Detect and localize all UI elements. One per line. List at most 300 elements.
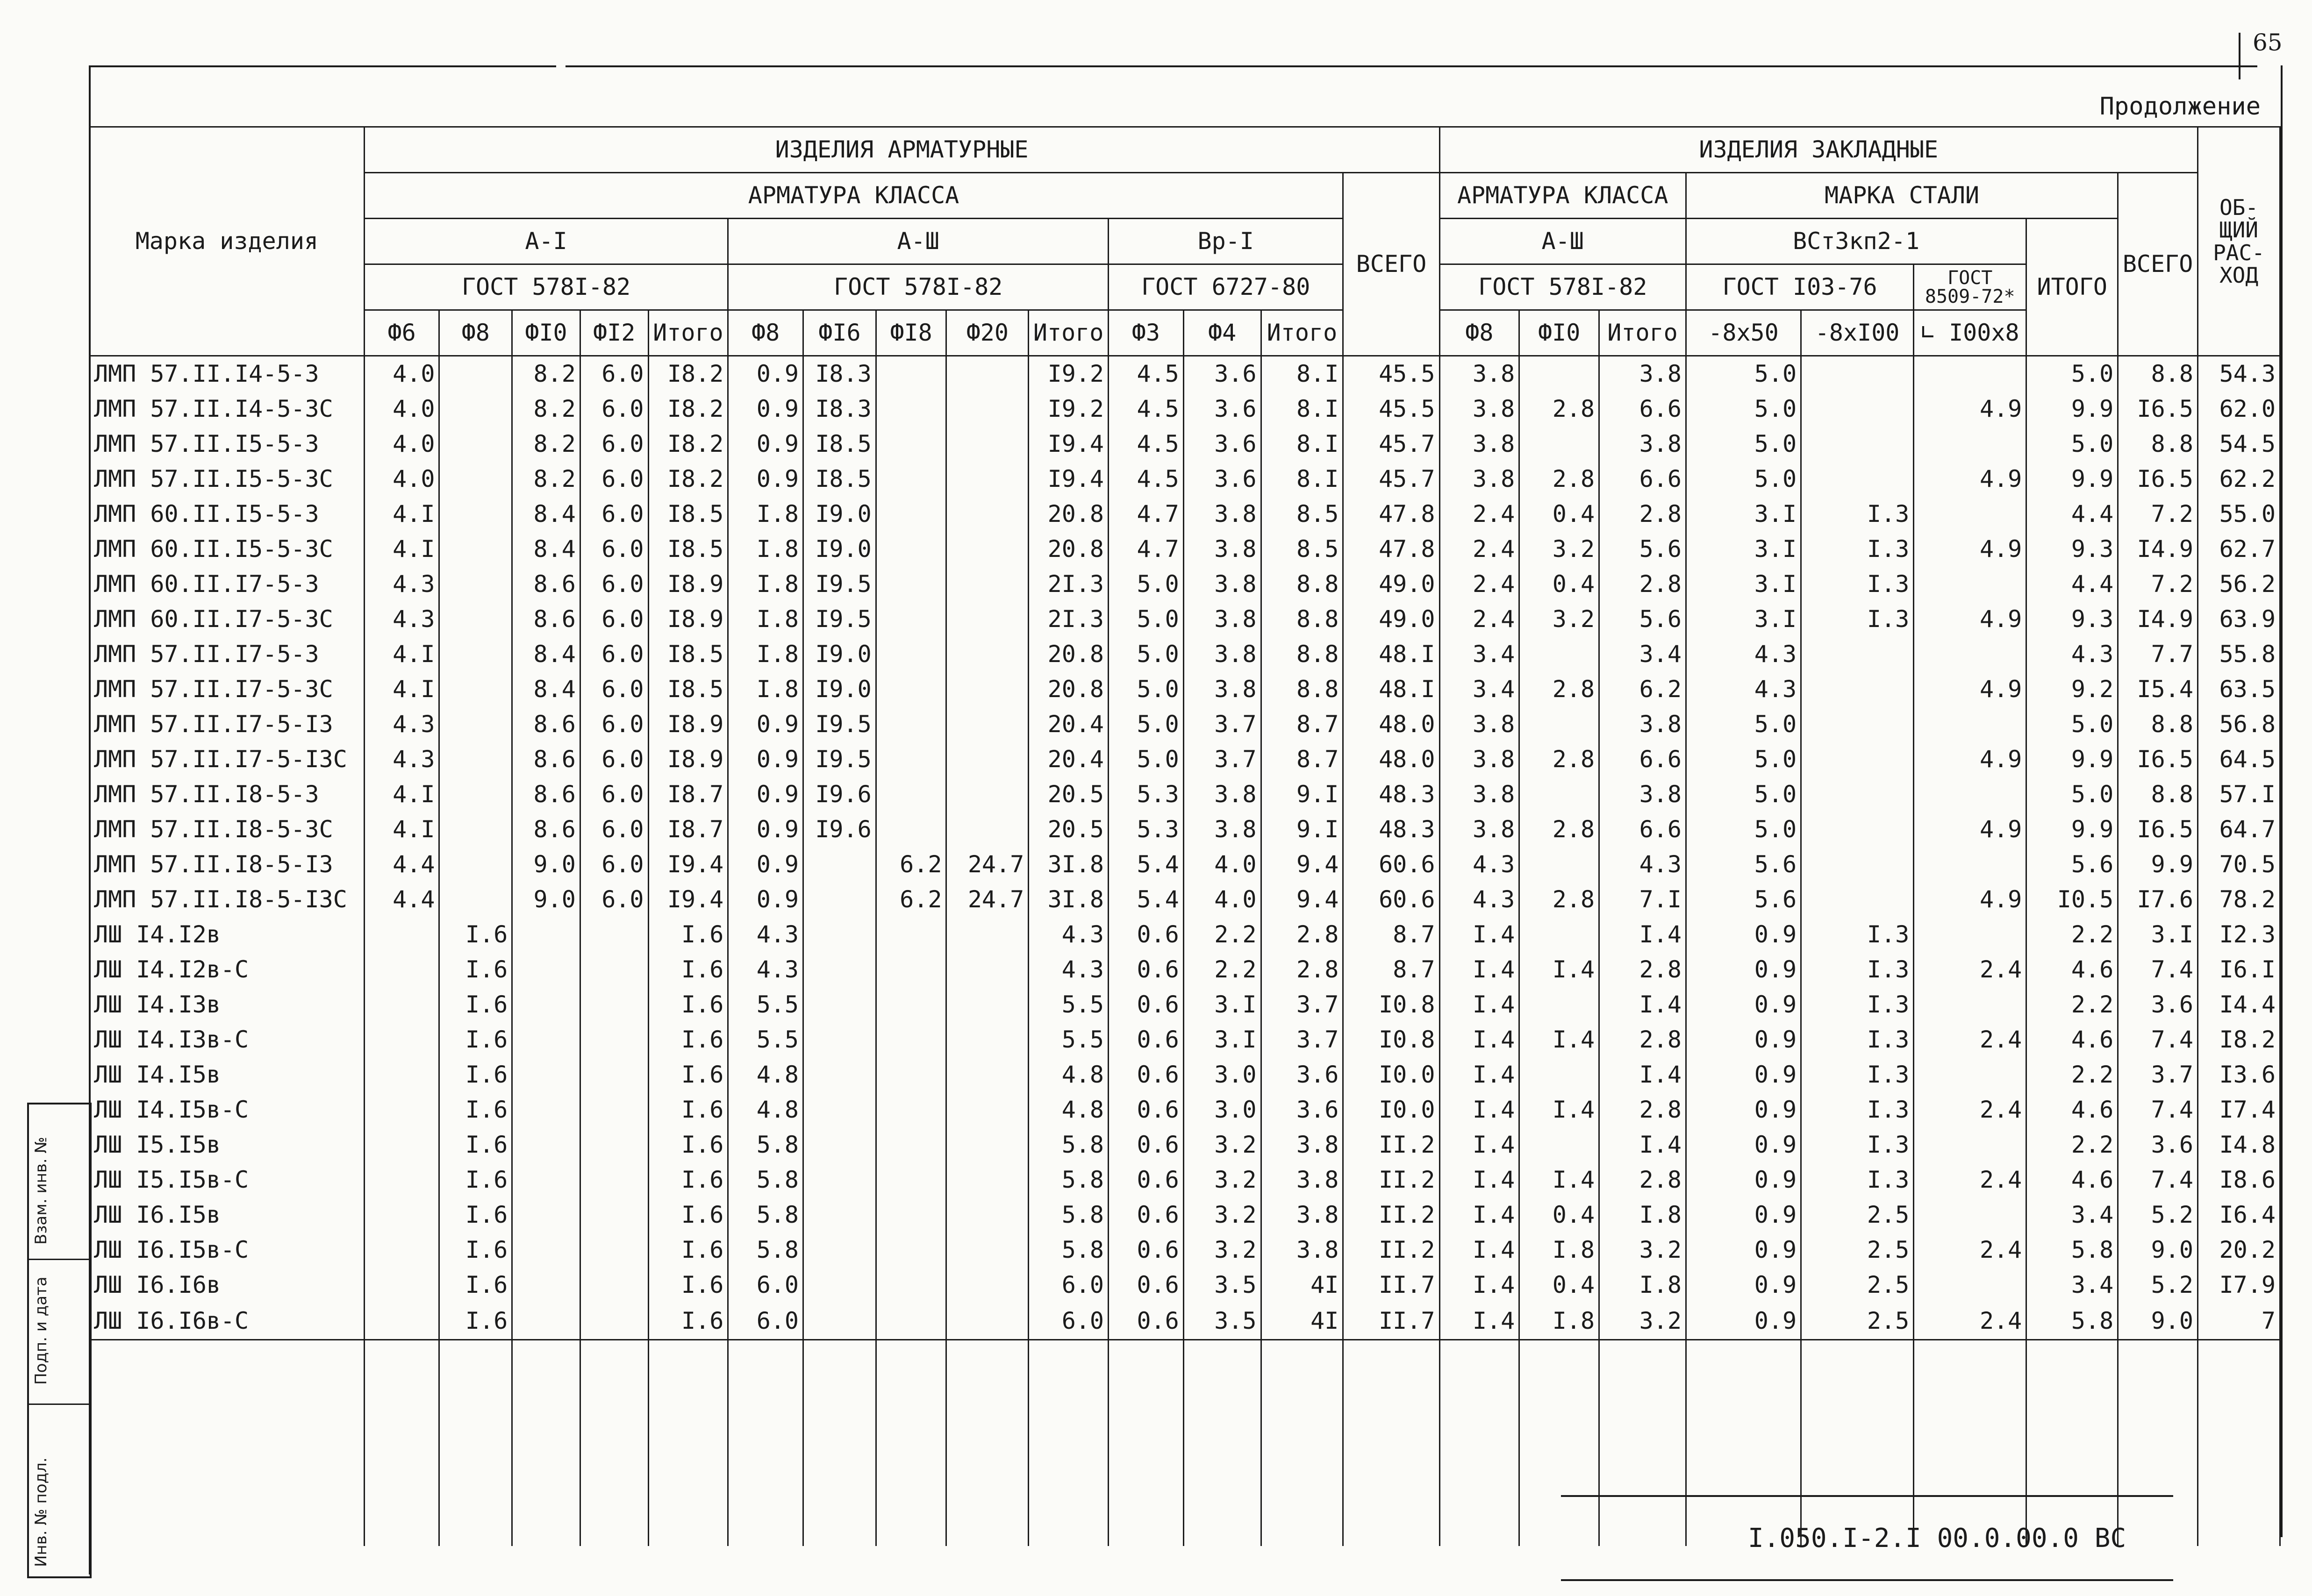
product-mark: ЛМП 57.II.I7-5-I3: [90, 707, 365, 742]
table-cell: 2.8: [1519, 672, 1599, 707]
table-cell: 8.I: [1261, 356, 1343, 392]
table-cell: [803, 1022, 876, 1057]
table-cell: 8.I: [1261, 462, 1343, 497]
table-cell: 4.8: [1029, 1057, 1109, 1092]
table-cell: 6.0: [580, 356, 648, 392]
table-cell: [946, 952, 1029, 987]
table-cell: [512, 952, 580, 987]
table-cell: [803, 847, 876, 882]
table-cell: I9.0: [803, 637, 876, 672]
table-cell: 5.0: [1686, 777, 1801, 812]
table-cell: 2.8: [1599, 1022, 1686, 1057]
table-cell: [439, 742, 512, 777]
table-cell: 45.7: [1343, 427, 1439, 462]
table-cell: 0.4: [1519, 497, 1599, 532]
table-cell: [946, 1127, 1029, 1162]
table-cell: [803, 1127, 876, 1162]
table-cell: 2.8: [1599, 1162, 1686, 1197]
table-cell: 7: [2197, 1303, 2280, 1340]
table-cell: 0.9: [728, 812, 803, 847]
table-cell: [946, 497, 1029, 532]
table-cell: [364, 1092, 439, 1127]
table-cell: 0.9: [1686, 1233, 1801, 1268]
table-cell: 3.2: [1183, 1197, 1261, 1233]
table-cell: I0.0: [1343, 1092, 1439, 1127]
table-cell: 2.8: [1519, 742, 1599, 777]
table-cell: [512, 1127, 580, 1162]
table-cell: 3.7: [2118, 1057, 2198, 1092]
table-cell: 9.9: [2026, 392, 2118, 427]
table-cell: 6.0: [580, 392, 648, 427]
table-cell: I0.5: [2026, 882, 2118, 917]
product-mark: ЛШ I4.I3в-С: [90, 1022, 365, 1057]
product-mark: ЛМП 57.II.I4-5-3С: [90, 392, 365, 427]
table-cell: I9.4: [648, 882, 728, 917]
table-cell: 0.4: [1519, 1268, 1599, 1303]
table-cell: I.6: [648, 1233, 728, 1268]
table-cell: 3.8: [1261, 1197, 1343, 1233]
table-cell: 6.2: [876, 847, 946, 882]
table-cell: I.6: [439, 1022, 512, 1057]
table-cell: [1914, 567, 2026, 602]
table-cell: 0.9: [728, 742, 803, 777]
rebar-total-header: ВСЕГО: [1343, 173, 1439, 356]
table-cell: [803, 1303, 876, 1340]
table-cell: 3.4: [1439, 672, 1519, 707]
table-cell: 3.8: [1599, 427, 1686, 462]
table-cell: 3.0: [1183, 1092, 1261, 1127]
table-cell: 6.0: [580, 637, 648, 672]
table-cell: I8.5: [648, 497, 728, 532]
table-cell: I8.9: [648, 567, 728, 602]
table-cell: 3.8: [1599, 356, 1686, 392]
table-cell: 6.0: [580, 812, 648, 847]
table-cell: I.6: [439, 952, 512, 987]
table-cell: [803, 1057, 876, 1092]
table-cell: 0.9: [728, 847, 803, 882]
table-cell: 6.0: [580, 567, 648, 602]
table-cell: I.3: [1801, 1162, 1914, 1197]
table-cell: 78.2: [2197, 882, 2280, 917]
table-cell: 4.3: [728, 952, 803, 987]
table-cell: [803, 952, 876, 987]
table-cell: 2.8: [1599, 952, 1686, 987]
table-cell: [1801, 847, 1914, 882]
table-cell: [876, 1092, 946, 1127]
table-cell: 9.9: [2026, 812, 2118, 847]
table-cell: I.6: [648, 987, 728, 1022]
table-cell: 8.4: [512, 532, 580, 567]
table-cell: 4.8: [728, 1092, 803, 1127]
table-cell: 9.2: [2026, 672, 2118, 707]
table-cell: I6.5: [2118, 742, 2198, 777]
table-cell: 5.6: [1599, 602, 1686, 637]
table-cell: I7.6: [2118, 882, 2198, 917]
table-cell: 5.8: [2026, 1303, 2118, 1340]
table-cell: 4.3: [2026, 637, 2118, 672]
table-cell: [803, 1162, 876, 1197]
embedded-rebar-class-header: АРМАТУРА КЛАССА: [1439, 173, 1686, 219]
table-cell: 0.6: [1109, 917, 1184, 952]
table-cell: I0.8: [1343, 1022, 1439, 1057]
table-cell: 2.4: [1914, 1303, 2026, 1340]
table-cell: 5.0: [1109, 672, 1184, 707]
product-mark: ЛМП 57.II.I7-5-3С: [90, 672, 365, 707]
table-cell: [364, 917, 439, 952]
table-cell: I.4: [1599, 1057, 1686, 1092]
table-cell: 5.8: [1029, 1162, 1109, 1197]
table-cell: 48.0: [1343, 742, 1439, 777]
table-cell: [439, 847, 512, 882]
table-cell: I.4: [1439, 952, 1519, 987]
table-cell: [946, 812, 1029, 847]
stamp-inv-original: Инв. № подл.: [32, 1457, 50, 1567]
table-cell: [876, 952, 946, 987]
table-cell: I4.9: [2118, 532, 2198, 567]
table-row: [90, 917, 2280, 952]
table-cell: I9.0: [803, 532, 876, 567]
table-cell: [439, 356, 512, 392]
table-cell: 4.6: [2026, 1022, 2118, 1057]
table-cell: 3.6: [1183, 356, 1261, 392]
table-cell: 4.6: [2026, 952, 2118, 987]
table-cell: 4.0: [1183, 847, 1261, 882]
table-cell: 3.8: [1183, 777, 1261, 812]
table-cell: 3.2: [1519, 532, 1599, 567]
sub-header: ∟ I00х8: [1914, 310, 2026, 356]
stamp-signature-date: Подп. и дата: [32, 1276, 50, 1385]
table-cell: I0.8: [1343, 987, 1439, 1022]
table-cell: 0.6: [1109, 1197, 1184, 1233]
table-cell: 5.6: [1686, 882, 1801, 917]
table-cell: I.4: [1439, 917, 1519, 952]
table-cell: 48.I: [1343, 637, 1439, 672]
product-mark: ЛМП 60.II.I5-5-3С: [90, 532, 365, 567]
table-cell: 4.0: [364, 462, 439, 497]
table-cell: 4.4: [2026, 567, 2118, 602]
table-cell: 4.3: [728, 917, 803, 952]
table-cell: [512, 1233, 580, 1268]
table-cell: 3.8: [1261, 1127, 1343, 1162]
table-cell: [1801, 777, 1914, 812]
table-cell: 5.6: [2026, 847, 2118, 882]
table-cell: [1519, 637, 1599, 672]
table-cell: I.6: [648, 917, 728, 952]
table-cell: II.2: [1343, 1162, 1439, 1197]
table-cell: 8.4: [512, 672, 580, 707]
table-cell: 4.5: [1109, 462, 1184, 497]
table-cell: 5.0: [2026, 777, 2118, 812]
table-cell: 0.9: [728, 777, 803, 812]
product-mark: ЛШ I4.I2в-С: [90, 952, 365, 987]
table-cell: 7.4: [2118, 1162, 2198, 1197]
table-row: [90, 1303, 2280, 1340]
table-cell: [876, 812, 946, 847]
page-number: 65: [2253, 29, 2283, 56]
table-cell: 0.9: [1686, 952, 1801, 987]
table-cell: [439, 427, 512, 462]
table-cell: 8.8: [2118, 707, 2198, 742]
table-cell: [876, 637, 946, 672]
table-cell: 3.8: [1183, 532, 1261, 567]
table-cell: 8.7: [1261, 707, 1343, 742]
product-mark: ЛШ I4.I5в-С: [90, 1092, 365, 1127]
product-mark: ЛМП 57.II.I8-5-I3: [90, 847, 365, 882]
table-cell: 2.2: [2026, 1127, 2118, 1162]
table-cell: I3.6: [2197, 1057, 2280, 1092]
table-row: [90, 1197, 2280, 1233]
table-cell: 8.2: [512, 462, 580, 497]
table-cell: I8.9: [648, 707, 728, 742]
table-cell: 4.3: [364, 707, 439, 742]
table-cell: 4.9: [1914, 812, 2026, 847]
table-cell: [946, 1092, 1029, 1127]
table-cell: [946, 1057, 1029, 1092]
table-cell: I2.3: [2197, 917, 2280, 952]
table-cell: 70.5: [2197, 847, 2280, 882]
table-cell: 3.8: [1439, 392, 1519, 427]
table-cell: I0.0: [1343, 1057, 1439, 1092]
table-cell: 5.0: [1109, 707, 1184, 742]
table-cell: 48.3: [1343, 777, 1439, 812]
table-cell: [512, 1057, 580, 1092]
table-cell: 6.6: [1599, 812, 1686, 847]
table-cell: 2.8: [1519, 392, 1599, 427]
table-row: [90, 1162, 2280, 1197]
table-row: [90, 1233, 2280, 1268]
table-cell: [946, 462, 1029, 497]
sub-header: Итого: [1599, 310, 1686, 356]
table-cell: 3.6: [2118, 1127, 2198, 1162]
table-cell: [876, 1127, 946, 1162]
table-cell: [1801, 672, 1914, 707]
table-cell: 55.8: [2197, 637, 2280, 672]
table-cell: 3.7: [1261, 987, 1343, 1022]
product-mark: ЛМП 60.II.I5-5-3: [90, 497, 365, 532]
table-cell: 0.9: [728, 356, 803, 392]
table-cell: [1914, 1057, 2026, 1092]
table-cell: [876, 1162, 946, 1197]
table-cell: I.6: [439, 1092, 512, 1127]
table-cell: 5.8: [728, 1162, 803, 1197]
table-cell: 0.6: [1109, 1057, 1184, 1092]
table-cell: I9.0: [803, 672, 876, 707]
product-mark: ЛШ I4.I2в: [90, 917, 365, 952]
sub-header: ФI8: [876, 310, 946, 356]
table-cell: I9.6: [803, 812, 876, 847]
table-cell: I.4: [1519, 1162, 1599, 1197]
table-cell: 2.4: [1914, 1233, 2026, 1268]
table-cell: [1801, 812, 1914, 847]
table-cell: 5.0: [1109, 637, 1184, 672]
embedded-products-header: ИЗДЕЛИЯ ЗАКЛАДНЫЕ: [1439, 127, 2197, 173]
product-mark: ЛМП 57.II.I4-5-3: [90, 356, 365, 392]
table-row: [90, 952, 2280, 987]
table-cell: I.4: [1439, 1303, 1519, 1340]
table-cell: 2.8: [1261, 952, 1343, 987]
table-cell: I.8: [1519, 1233, 1599, 1268]
table-cell: [876, 1057, 946, 1092]
gost-6727: ГОСТ 6727-80: [1109, 264, 1343, 310]
table-cell: 3.8: [1183, 637, 1261, 672]
table-cell: 4.9: [1914, 602, 2026, 637]
table-cell: [946, 672, 1029, 707]
table-cell: 9.I: [1261, 777, 1343, 812]
table-cell: 9.0: [512, 882, 580, 917]
table-cell: 0.9: [728, 462, 803, 497]
table-cell: 4.5: [1109, 356, 1184, 392]
table-cell: 0.6: [1109, 1233, 1184, 1268]
table-row: [90, 532, 2280, 567]
table-cell: 6.2: [876, 882, 946, 917]
table-cell: I8.5: [803, 427, 876, 462]
table-cell: [580, 917, 648, 952]
table-cell: 0.9: [1686, 917, 1801, 952]
embedded-itogo-header: ИТОГО: [2026, 219, 2118, 356]
table-cell: [803, 1268, 876, 1303]
table-cell: 5.0: [1686, 707, 1801, 742]
table-cell: 2.2: [2026, 917, 2118, 952]
table-cell: 3.8: [1439, 356, 1519, 392]
table-cell: [1801, 707, 1914, 742]
table-cell: 48.3: [1343, 812, 1439, 847]
table-cell: [512, 1197, 580, 1233]
table-cell: 9.0: [2118, 1303, 2198, 1340]
table-cell: 20.8: [1029, 532, 1109, 567]
table-cell: I.6: [648, 1197, 728, 1233]
table-cell: [439, 462, 512, 497]
table-cell: 4I: [1261, 1268, 1343, 1303]
table-cell: 5.0: [1109, 742, 1184, 777]
sub-header: Ф4: [1183, 310, 1261, 356]
table-cell: 20.5: [1029, 812, 1109, 847]
table-row: [90, 1057, 2280, 1092]
table-cell: [1801, 882, 1914, 917]
table-cell: [439, 637, 512, 672]
product-mark: ЛШ I6.I5в-С: [90, 1233, 365, 1268]
table-cell: I8.5: [648, 637, 728, 672]
table-cell: [1801, 356, 1914, 392]
table-cell: 4.3: [1686, 637, 1801, 672]
table-cell: 2.4: [1914, 952, 2026, 987]
table-cell: 5.8: [2026, 1233, 2118, 1268]
table-cell: [439, 392, 512, 427]
table-cell: [1914, 777, 2026, 812]
table-cell: I.4: [1439, 1162, 1519, 1197]
table-cell: 3.I: [1183, 987, 1261, 1022]
table-cell: 45.5: [1343, 392, 1439, 427]
table-row: [90, 602, 2280, 637]
table-cell: 2.8: [1519, 882, 1599, 917]
table-cell: I6.I: [2197, 952, 2280, 987]
table-cell: 24.7: [946, 882, 1029, 917]
table-cell: I.3: [1801, 917, 1914, 952]
table-cell: 56.8: [2197, 707, 2280, 742]
table-cell: 0.9: [1686, 1057, 1801, 1092]
table-cell: [1801, 742, 1914, 777]
sub-header: -8хI00: [1801, 310, 1914, 356]
table-cell: 3.8: [1261, 1162, 1343, 1197]
table-cell: [580, 987, 648, 1022]
table-cell: I.4: [1439, 1268, 1519, 1303]
table-cell: [1519, 1127, 1599, 1162]
sub-header: -8х50: [1686, 310, 1801, 356]
table-cell: 8.7: [1343, 917, 1439, 952]
table-cell: 8.7: [1261, 742, 1343, 777]
table-cell: 4.4: [364, 882, 439, 917]
table-cell: [512, 1162, 580, 1197]
table-cell: 4.0: [1183, 882, 1261, 917]
table-cell: [1914, 1268, 2026, 1303]
table-row: [90, 392, 2280, 427]
table-cell: 3.2: [1183, 1162, 1261, 1197]
table-cell: 20.5: [1029, 777, 1109, 812]
table-cell: 4.4: [2026, 497, 2118, 532]
table-cell: I8.3: [803, 356, 876, 392]
table-cell: 6.6: [1599, 462, 1686, 497]
table-cell: 3.8: [1439, 462, 1519, 497]
table-cell: [512, 1092, 580, 1127]
table-cell: I.3: [1801, 1092, 1914, 1127]
table-cell: 24.7: [946, 847, 1029, 882]
table-cell: 9.3: [2026, 532, 2118, 567]
table-cell: I6.5: [2118, 392, 2198, 427]
table-cell: [364, 1233, 439, 1268]
table-cell: 5.0: [1109, 602, 1184, 637]
table-cell: I.3: [1801, 602, 1914, 637]
table-cell: 4.0: [364, 356, 439, 392]
sub-header: Ф3: [1109, 310, 1184, 356]
table-cell: 7.4: [2118, 952, 2198, 987]
table-cell: 4.I: [364, 777, 439, 812]
table-cell: 5.5: [1029, 987, 1109, 1022]
table-cell: I.8: [728, 602, 803, 637]
table-cell: [580, 1092, 648, 1127]
table-cell: 2.8: [1599, 497, 1686, 532]
table-cell: I.3: [1801, 952, 1914, 987]
table-cell: 2.5: [1801, 1268, 1914, 1303]
table-cell: I9.2: [1029, 356, 1109, 392]
mark-header: Марка изделия: [90, 127, 365, 356]
page-number-divider: [2239, 33, 2240, 79]
table-cell: [946, 1303, 1029, 1340]
table-cell: 8.8: [1261, 602, 1343, 637]
table-cell: I8.5: [648, 672, 728, 707]
table-cell: 0.9: [1686, 1268, 1801, 1303]
table-row: [90, 567, 2280, 602]
table-cell: 0.9: [728, 707, 803, 742]
table-cell: I8.2: [648, 427, 728, 462]
table-cell: 2.4: [1914, 1162, 2026, 1197]
product-mark: ЛШ I6.I6в-С: [90, 1303, 365, 1340]
table-cell: [946, 427, 1029, 462]
table-cell: I.6: [648, 1022, 728, 1057]
table-cell: 48.I: [1343, 672, 1439, 707]
table-cell: [803, 987, 876, 1022]
table-cell: I9.4: [1029, 462, 1109, 497]
embedded-gost-5781: ГОСТ 578I-82: [1439, 264, 1686, 310]
table-cell: 2.4: [1439, 567, 1519, 602]
table-cell: 5.5: [1029, 1022, 1109, 1057]
table-cell: 8.6: [512, 812, 580, 847]
table-cell: 6.0: [580, 532, 648, 567]
table-cell: 2.4: [1914, 1022, 2026, 1057]
table-cell: 3.8: [1439, 707, 1519, 742]
table-cell: 3.8: [1439, 427, 1519, 462]
table-cell: 6.0: [580, 497, 648, 532]
table-cell: 20.8: [1029, 672, 1109, 707]
table-cell: [439, 532, 512, 567]
